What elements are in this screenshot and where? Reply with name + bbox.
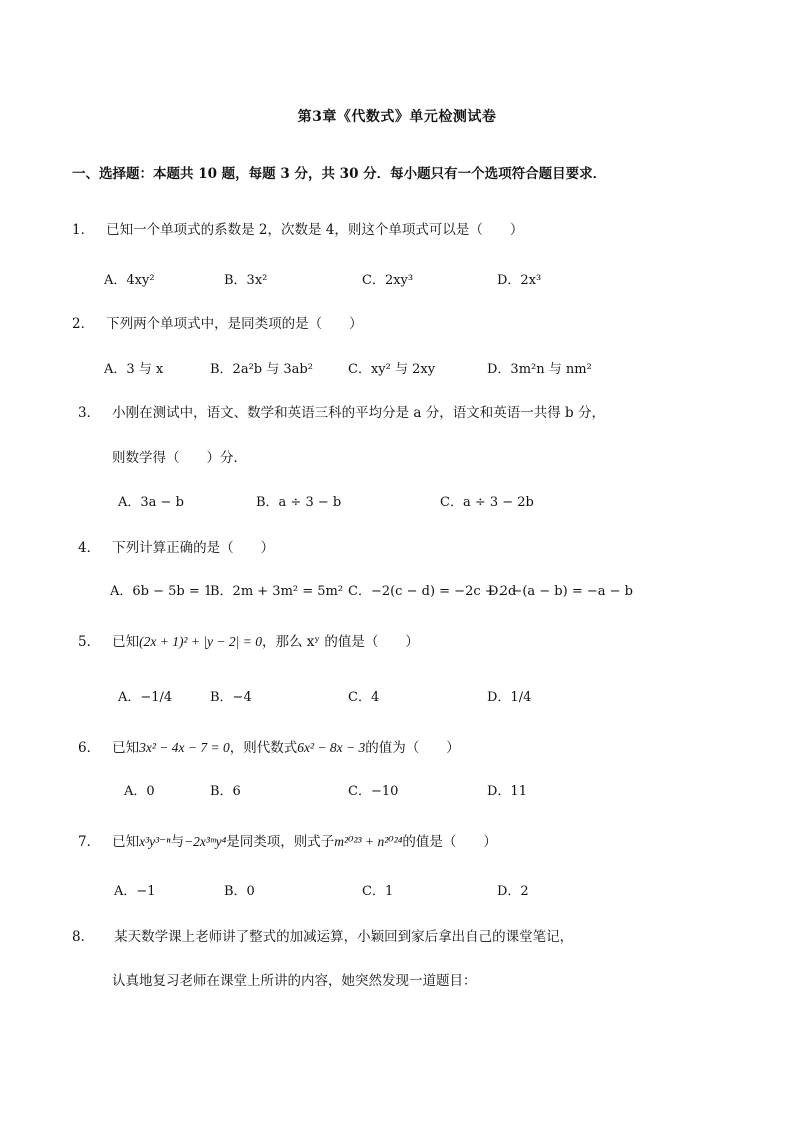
question-text-suffix: 的值是（ ） [402,834,497,850]
question-number: 5． [78,634,101,650]
question-1 [72,218,523,238]
question-text-suffix: 的值为（ ） [365,740,460,756]
math-expression-3: m²⁰²³ + n²⁰²⁴ [334,834,403,849]
math-expression-2: 6x² − 8x − 3 [297,740,366,755]
question-text: 已知 [112,634,140,650]
question-text: 已知一个单项式的系数是 2，次数是 4，则这个单项式可以是（ ） [106,222,524,238]
question-number: 4． [78,540,101,556]
q5-option-c: C．4 [348,690,380,705]
q2-option-d: D．3m²n 与 nm² [487,362,592,377]
question-number: 1． [72,222,95,238]
q2-option-c: C．xy² 与 2xy [348,362,436,377]
q3-option-b: B．a ÷ 3 − b [256,495,342,510]
question-number: 3． [78,405,101,421]
q1-option-a: A．4xy² [104,273,155,288]
question-text-mid-2: 是同类项，则式子 [226,834,335,850]
question-2 [72,312,363,332]
question-8-line-2: 认真地复习老师在课堂上所讲的内容，她突然发现一道题目： [112,973,477,989]
question-number: 2． [72,316,95,332]
q6-option-a: A．0 [124,784,155,799]
q7-option-b: B．0 [224,884,255,899]
q5-option-b: B．−4 [210,690,252,705]
question-4 [78,536,274,556]
q4-option-a: A．6b − 5b = 1 [110,584,213,599]
question-3 [78,401,605,421]
q1-option-b: B．3x² [224,273,268,288]
question-8 [72,925,573,945]
q7-option-a: A．−1 [114,884,156,899]
q1-option-c: C．2xy³ [362,273,414,288]
q4-option-b: B．2m + 3m² = 5m² [210,584,344,599]
question-text: 已知 [112,834,140,850]
math-expression: (2x + 1)² + |y − 2| = 0 [139,634,262,649]
q3-option-a: A．3a − b [118,495,184,510]
question-3-line-2: 则数学得（ ）分． [112,450,247,466]
page-title: 第3章《代数式》单元检测试卷 [297,109,497,125]
question-7 [78,830,497,850]
q4-option-c: C．−2(c − d) = −2c + 2d [348,584,517,599]
question-text: 下列两个单项式中，是同类项的是（ ） [106,316,363,332]
question-text: 下列计算正确的是（ ） [112,540,275,556]
question-text-suffix: ，那么 xʸ 的值是（ ） [261,634,419,650]
section-heading: 一、选择题：本题共 10 题，每题 3 分，共 30 分．每小题只有一个选项符合题目要求． [72,166,607,182]
q1-option-d: D．2x³ [497,273,542,288]
math-expression: x³y³⁻ⁿ [139,834,171,849]
q7-option-d: D．2 [497,884,529,899]
q3-option-c: C．a ÷ 3 − 2b [440,495,534,510]
math-expression-2: −2x³ᵐy⁴ [184,834,227,849]
question-5 [78,630,419,650]
question-text: 已知 [112,740,140,756]
q4-option-d: D．−(a − b) = −a − b [488,584,633,599]
math-expression: 3x² − 4x − 7 = 0 [139,740,230,755]
question-6 [78,736,460,756]
q2-option-b: B．2a²b 与 3ab² [210,362,313,377]
q5-option-a: A．−1/4 [118,690,173,705]
q6-option-d: D．11 [487,784,527,799]
question-text: 某天数学课上老师讲了整式的加减运算，小颖回到家后拿出自己的课堂笔记， [114,929,574,945]
question-number: 8． [72,929,95,945]
q6-option-c: C．−10 [348,784,399,799]
question-text-mid: 与 [170,834,185,850]
question-number: 6． [78,740,101,756]
q5-option-d: D．1/4 [487,690,532,705]
question-text-mid: ，则代数式 [229,740,298,756]
question-number: 7． [78,834,101,850]
q6-option-b: B．6 [210,784,241,799]
q7-option-c: C．1 [362,884,394,899]
question-text: 小刚在测试中，语文、数学和英语三科的平均分是 a 分，语文和英语一共得 b 分， [112,405,605,421]
q2-option-a: A．3 与 x [104,362,164,377]
